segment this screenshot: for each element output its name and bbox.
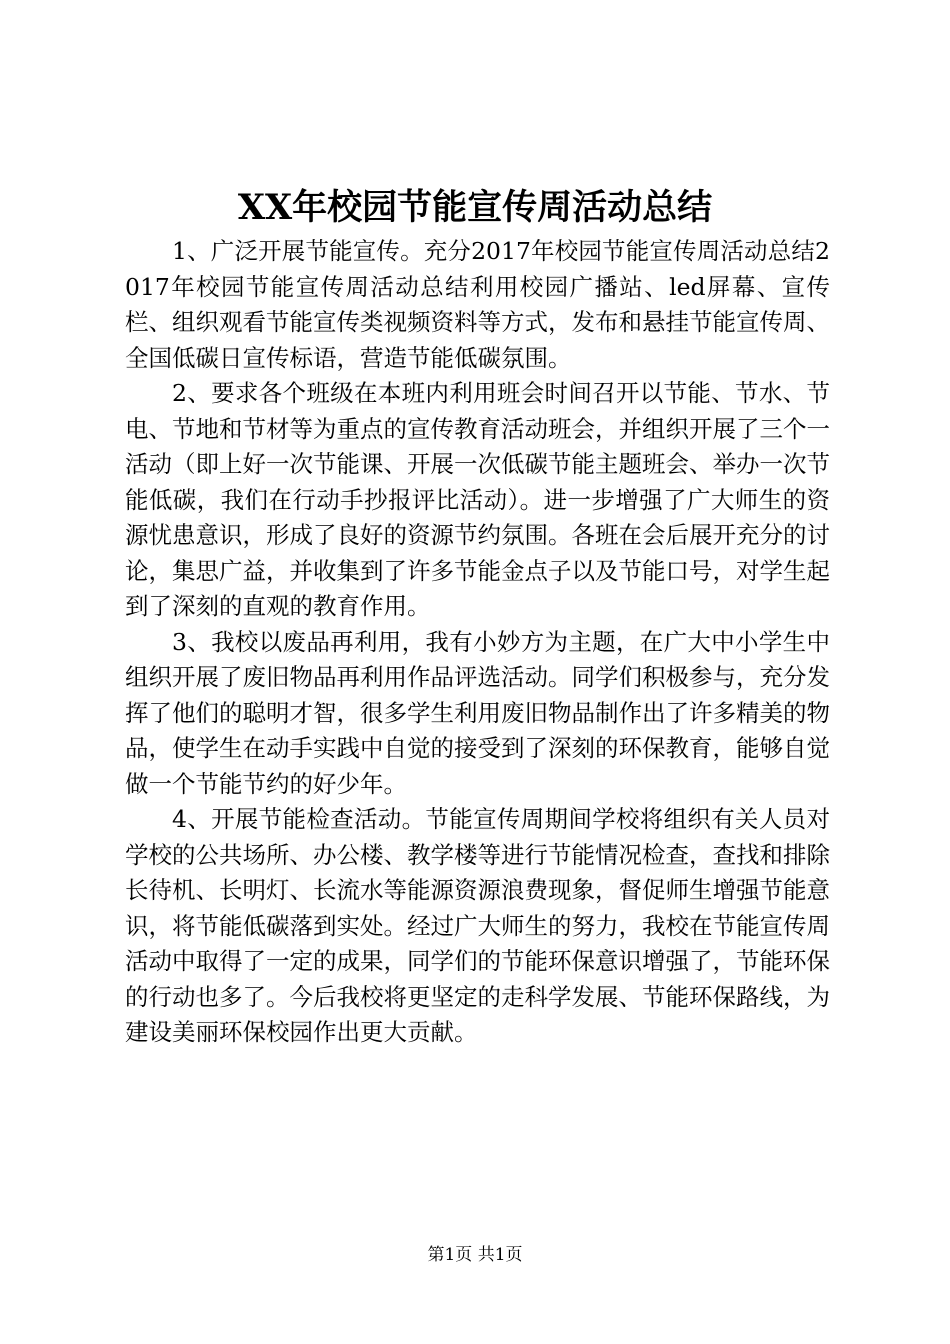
page-footer: 第1页 共1页 — [427, 1245, 523, 1265]
paragraph-3: 3、我校以废品再利用，我有小妙方为主题，在广大中小学生中组织开展了废旧物品再利用作品评选活动。同学们积极参与，充分发挥了他们的聪明才智，很多学生利用废旧物品制作出了许多精美的物品，使学生在动手实践中自觉的接受到了深刻的环保教育，能够自觉做一个节能节约的好少年。 — [125, 627, 830, 798]
document-body — [125, 234, 830, 1051]
paragraph-4: 4、开展节能检查活动。节能宣传周期间学校将组织有关人员对学校的公共场所、办公楼、教学楼等进行节能情况检查，查找和排除长待机、长明灯、长流水等能源资源浪费现象，督促师生增强节能意识，将节能低碳落到实处。经过广大师生的努力，我校在节能宣传周活动中取得了一定的成果，同学们的节能环保意识增强了，节能环保的行动也多了。今后我校将更坚定的走科学发展、节能环保路线，为建设美丽环保校园作出更大贡献。 — [125, 805, 830, 1046]
paragraph-2: 2、要求各个班级在本班内利用班会时间召开以节能、节水、节电、节地和节材等为重点的宣传教育活动班会，并组织开展了三个一活动（即上好一次节能课、开展一次低碳节能主题班会、举办一次节能低碳，我们在行动手抄报评比活动）。进一步增强了广大师生的资源忧患意识，形成了良好的资源节约氛围。各班在会后展开充分的讨论，集思广益，并收集到了许多节能金点子以及节能口号，对学生起到了深刻的直观的教育作用。 — [125, 379, 830, 620]
paragraph-1: 1、广泛开展节能宣传。充分2017年校园节能宣传周活动总结2017年校园节能宣传周活动总结利用校园广播站、led屏幕、宣传栏、组织观看节能宣传类视频资料等方式，发布和悬挂节能宣传周、全国低碳日宣传标语，营造节能低碳氛围。 — [125, 237, 830, 372]
document-title: XX年校园节能宣传周活动总结 — [237, 187, 713, 228]
